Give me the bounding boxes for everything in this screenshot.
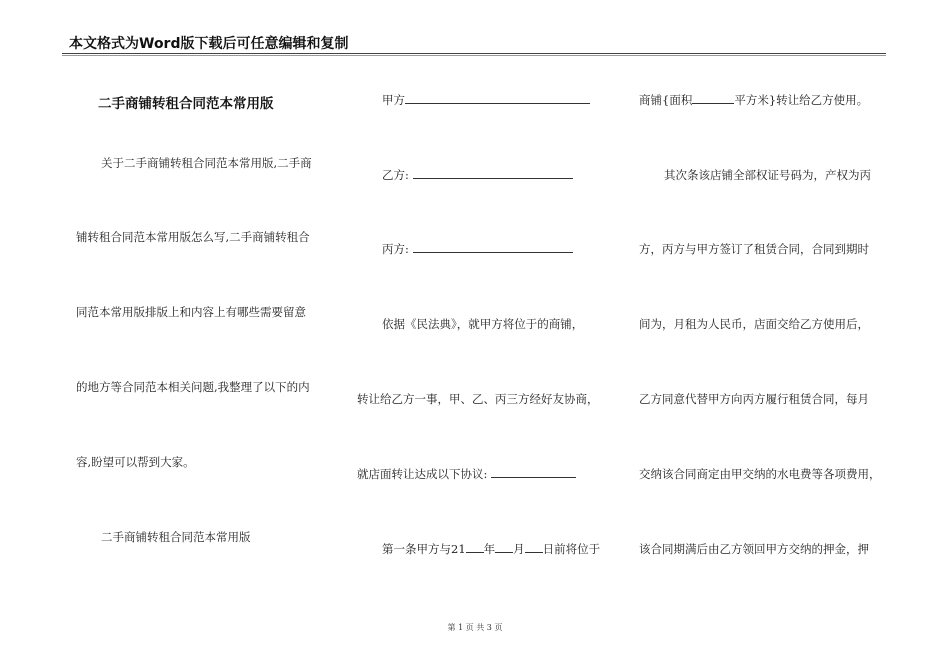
paragraph-line: 铺转租合同范本常用版怎么写,二手商铺转租合 [76, 230, 310, 244]
year-blank [466, 542, 484, 553]
area-blank [692, 93, 734, 104]
agreement-blank [491, 467, 576, 478]
paragraph-line: 依据《民法典》，就甲方将位于的商铺， [382, 317, 584, 331]
article-1-line [382, 541, 600, 557]
party-a-blank [405, 93, 590, 104]
paragraph-line: 关于二手商铺转租合同范本常用版,二手商 [101, 156, 312, 170]
article-1-suffix: 日前将位于 [542, 542, 601, 556]
party-a-line [382, 92, 590, 108]
party-a-label: 甲方 [382, 93, 405, 107]
header-divider-secondary [62, 55, 886, 56]
area-suffix: 平方米}转让给乙方使用。 [734, 93, 869, 107]
paragraph-line [357, 466, 576, 482]
agreement-text: 就店面转让达成以下协议: [357, 467, 488, 481]
article-1-prefix: 第一条甲方与21 [382, 542, 466, 556]
day-blank [525, 542, 543, 553]
paragraph-line: 容,盼望可以帮到大家。 [76, 455, 195, 469]
paragraph-line: 的地方等合同范本相关问题,我整理了以下的内 [76, 380, 310, 394]
party-c-label: 丙方: [382, 242, 409, 256]
party-b-label: 乙方: [382, 168, 409, 182]
paragraph-line: 乙方同意代替甲方向丙方履行租赁合同，每月 [639, 392, 869, 406]
section-heading: 二手商铺转租合同范本常用版 [101, 530, 251, 544]
paragraph-line: 交纳该合同商定由甲交纳的水电费等各项费用， [639, 467, 881, 481]
document-header-title: 本文格式为Word版下载后可任意编辑和复制 [69, 36, 349, 52]
paragraph-line: 其次条该店铺全部权证号码为，产权为丙 [664, 168, 871, 182]
paragraph-line: 转让给乙方一事，甲、乙、丙三方经好友协商， [357, 392, 599, 406]
paragraph-line: 方，丙方与甲方签订了租赁合同，合同到期时 [639, 242, 869, 256]
year-label: 年 [483, 542, 496, 556]
month-label: 月 [513, 542, 525, 556]
paragraph-line: 该合同期满后由乙方领回甲方交纳的押金，押 [639, 542, 869, 556]
document-title: 二手商铺转租合同范本常用版 [98, 96, 274, 112]
party-b-blank [413, 168, 573, 179]
area-prefix: 商铺{面积 [639, 93, 693, 107]
party-c-blank [413, 242, 573, 253]
month-blank [495, 542, 513, 553]
header-divider [62, 53, 886, 54]
party-c-line [382, 241, 573, 257]
page-number-footer: 第 1 页 共 3 页 [447, 623, 503, 632]
paragraph-line: 间为，月租为人民币，店面交给乙方使用后， [639, 317, 869, 331]
party-b-line [382, 167, 573, 183]
paragraph-line [639, 92, 868, 108]
paragraph-line: 同范本常用版排版上和内容上有哪些需要留意 [76, 305, 306, 319]
